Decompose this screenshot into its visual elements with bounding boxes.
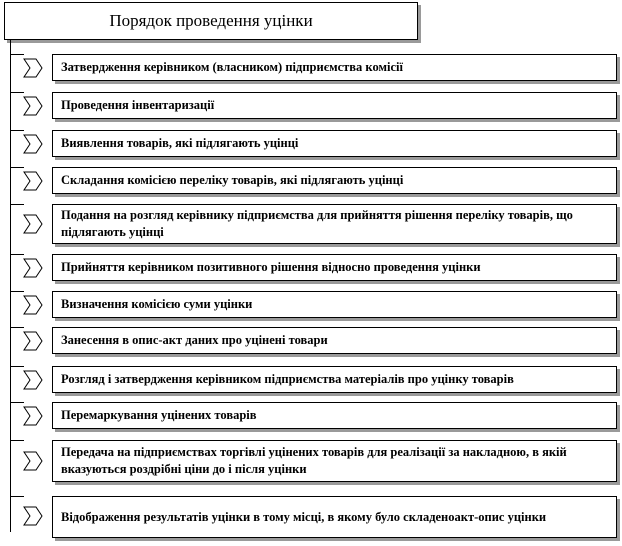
step-connector [10,366,24,367]
step-box: Розгляд і затвердження керівником підприємства матеріалів про уцінку товарів [52,366,617,393]
chevron-right-icon [22,134,44,154]
chevron-right-icon [22,171,44,191]
step-box: Передача на підприємствах торгівлі уцінених товарів для реалізації за накладною, в якій вказуються роздрібні ціни до і після уцінки [52,440,617,482]
step-connector [10,167,24,168]
step-box: Подання на розгляд керівнику підприємства для прийняття рішення переліку товарів, що підлягають уцінці [52,204,617,244]
chevron-right-icon [22,406,44,426]
chevron-right-icon [22,96,44,116]
step-connector [10,92,24,93]
step-connector [10,440,24,441]
chevron-right-icon [22,370,44,390]
step-connector [10,254,24,255]
chevron-right-icon [22,258,44,278]
step-box: Визначення комісією суми уцінки [52,291,617,318]
step-box: Виявлення товарів, які підлягають уцінці [52,130,617,157]
step-connector [10,204,24,205]
chevron-right-icon [22,214,44,234]
step-box: Складання комісією переліку товарів, які підлягають уцінці [52,167,617,194]
chevron-right-icon [22,331,44,351]
step-connector [10,402,24,403]
step-box: Відображення результатів уцінки в тому місці, в якому було складеноакт-опис уцінки [52,496,617,538]
vertical-spine-line [10,40,11,532]
step-box: Перемаркування уцінених товарів [52,402,617,429]
chevron-right-icon [22,58,44,78]
step-box: Затвердження керівником (власником) підприємства комісії [52,54,617,81]
step-connector [10,291,24,292]
chevron-right-icon [22,451,44,471]
step-box: Занесення в опис-акт даних про уцінені товари [52,327,617,354]
step-connector [10,130,24,131]
chevron-right-icon [22,295,44,315]
step-box: Прийняття керівником позитивного рішення відносно проведення уцінки [52,254,617,281]
chevron-right-icon [22,506,44,526]
step-connector [10,496,24,497]
step-connector [10,54,24,55]
diagram-title: Порядок проведення уцінки [4,2,418,40]
step-connector [10,327,24,328]
step-box: Проведення інвентаризації [52,92,617,119]
